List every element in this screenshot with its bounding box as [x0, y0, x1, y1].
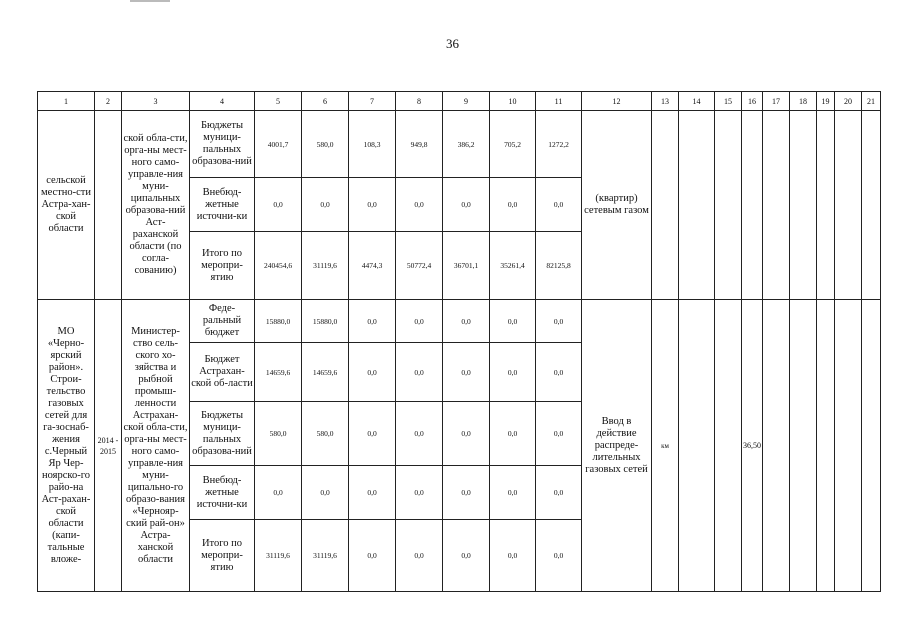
empty-cell	[763, 300, 790, 592]
col-header: 1	[38, 92, 95, 111]
value-cell: 36701,1	[443, 232, 490, 300]
empty-cell	[817, 111, 835, 300]
col-header: 6	[302, 92, 349, 111]
value-cell: 31119,6	[255, 520, 302, 592]
empty-cell	[679, 300, 715, 592]
value-cell: 0,0	[349, 343, 396, 402]
col-header: 16	[742, 92, 763, 111]
col-header: 18	[790, 92, 817, 111]
value-cell: 0,0	[490, 178, 536, 232]
value-cell: 50772,4	[396, 232, 443, 300]
value-cell: 0,0	[302, 178, 349, 232]
value-cell: 580,0	[302, 111, 349, 178]
activity-name-cell: сельской местно-сти Астра-хан-ской области	[38, 111, 95, 300]
funding-source-cell: Бюджеты муници-пальных образова-ний	[190, 402, 255, 466]
empty-cell	[790, 300, 817, 592]
value-cell: 4001,7	[255, 111, 302, 178]
value-cell: 0,0	[536, 178, 582, 232]
col-header: 5	[255, 92, 302, 111]
value-cell: 4474,3	[349, 232, 396, 300]
col-header: 3	[122, 92, 190, 111]
empty-cell	[763, 111, 790, 300]
col-header: 19	[817, 92, 835, 111]
value-cell: 705,2	[490, 111, 536, 178]
page-number: 36	[446, 36, 459, 51]
value-cell: 240454,6	[255, 232, 302, 300]
col-header: 13	[652, 92, 679, 111]
value-cell: 0,0	[490, 300, 536, 343]
value-cell: 0,0	[443, 343, 490, 402]
value-cell: 0,0	[396, 343, 443, 402]
value-cell: 0,0	[396, 178, 443, 232]
value-cell: 0,0	[490, 343, 536, 402]
value-cell: 0,0	[396, 300, 443, 343]
col-header: 14	[679, 92, 715, 111]
value-cell: 0,0	[255, 178, 302, 232]
empty-cell	[652, 111, 679, 300]
value-cell: 0,0	[443, 520, 490, 592]
empty-cell	[715, 111, 742, 300]
value-cell: 108,3	[349, 111, 396, 178]
activity-name-cell: МО «Черно-ярский район». Строи-тельство газовых сетей для га-зоснаб-жения с.Черный Яр Чер-ноярско-го райо-на Аст-рахан-ской области (капи-тальные вложе-	[38, 300, 95, 592]
indicator-cell: (квартир) сетевым газом	[582, 111, 652, 300]
value-cell: 0,0	[396, 402, 443, 466]
col-header: 17	[763, 92, 790, 111]
value-cell: 0,0	[396, 520, 443, 592]
col-header: 20	[835, 92, 862, 111]
value-cell: 0,0	[302, 466, 349, 520]
value-cell: 0,0	[490, 402, 536, 466]
value-cell: 0,0	[490, 520, 536, 592]
empty-cell	[790, 111, 817, 300]
executor-cell: ской обла-сти, орга-ны мест-ного само-управле-ния муни-ципальных образова-ний Аст-раханской области (по согла-сованию)	[122, 111, 190, 300]
executor-cell: Министер-ство сель-ского хо-зяйства и рыбной промыш-ленности Астрахан-ской обла-сти, орга-ны мест-ного само-управле-ния муни-ципально-го образо-вания «Чернояр-ский рай-он» Астра-ханской области	[122, 300, 190, 592]
value-cell: 0,0	[349, 466, 396, 520]
target-value-cell: 36,50	[742, 300, 763, 592]
empty-cell	[817, 300, 835, 592]
value-cell: 0,0	[490, 466, 536, 520]
funding-source-cell: Итого по меропри-ятию	[190, 520, 255, 592]
col-header: 2	[95, 92, 122, 111]
empty-cell	[742, 111, 763, 300]
empty-cell	[835, 111, 862, 300]
value-cell: 0,0	[443, 402, 490, 466]
value-cell: 580,0	[255, 402, 302, 466]
value-cell: 14659,6	[302, 343, 349, 402]
col-header: 8	[396, 92, 443, 111]
funding-source-cell: Бюджет Астрахан-ской об-ласти	[190, 343, 255, 402]
value-cell: 386,2	[443, 111, 490, 178]
value-cell: 580,0	[302, 402, 349, 466]
header-row	[38, 92, 881, 111]
col-header: 9	[443, 92, 490, 111]
col-header: 15	[715, 92, 742, 111]
empty-cell	[715, 300, 742, 592]
value-cell: 0,0	[443, 466, 490, 520]
indicator-cell: Ввод в действие распреде-лительных газовых сетей	[582, 300, 652, 592]
col-header: 21	[862, 92, 881, 111]
funding-source-cell: Внебюд-жетные источни-ки	[190, 178, 255, 232]
value-cell: 1272,2	[536, 111, 582, 178]
empty-cell	[862, 111, 881, 300]
funding-source-cell: Итого по меропри-ятию	[190, 232, 255, 300]
value-cell: 0,0	[443, 300, 490, 343]
value-cell: 15880,0	[255, 300, 302, 343]
value-cell: 14659,6	[255, 343, 302, 402]
funding-source-cell: Феде-ральный бюджет	[190, 300, 255, 343]
period-cell: 2014 - 2015	[95, 300, 122, 592]
value-cell: 31119,6	[302, 232, 349, 300]
period-cell	[95, 111, 122, 300]
table-row	[38, 111, 881, 178]
unit-cell: км	[652, 300, 679, 592]
col-header: 4	[190, 92, 255, 111]
value-cell: 0,0	[536, 343, 582, 402]
value-cell: 15880,0	[302, 300, 349, 343]
value-cell: 0,0	[536, 402, 582, 466]
value-cell: 0,0	[536, 520, 582, 592]
budget-table	[37, 91, 881, 592]
col-header: 7	[349, 92, 396, 111]
value-cell: 0,0	[349, 402, 396, 466]
empty-cell	[679, 111, 715, 300]
value-cell: 0,0	[536, 466, 582, 520]
value-cell: 0,0	[255, 466, 302, 520]
col-header: 10	[490, 92, 536, 111]
value-cell: 31119,6	[302, 520, 349, 592]
value-cell: 949,8	[396, 111, 443, 178]
col-header: 12	[582, 92, 652, 111]
value-cell: 0,0	[349, 300, 396, 343]
col-header: 11	[536, 92, 582, 111]
empty-cell	[835, 300, 862, 592]
value-cell: 0,0	[349, 520, 396, 592]
funding-source-cell: Внебюд-жетные источни-ки	[190, 466, 255, 520]
empty-cell	[862, 300, 881, 592]
value-cell: 0,0	[443, 178, 490, 232]
table-row	[38, 300, 881, 343]
funding-source-cell: Бюджеты муници-пальных образова-ний	[190, 111, 255, 178]
value-cell: 0,0	[536, 300, 582, 343]
value-cell: 0,0	[396, 466, 443, 520]
value-cell: 35261,4	[490, 232, 536, 300]
value-cell: 82125,8	[536, 232, 582, 300]
scan-artifact	[130, 0, 170, 2]
value-cell: 0,0	[349, 178, 396, 232]
